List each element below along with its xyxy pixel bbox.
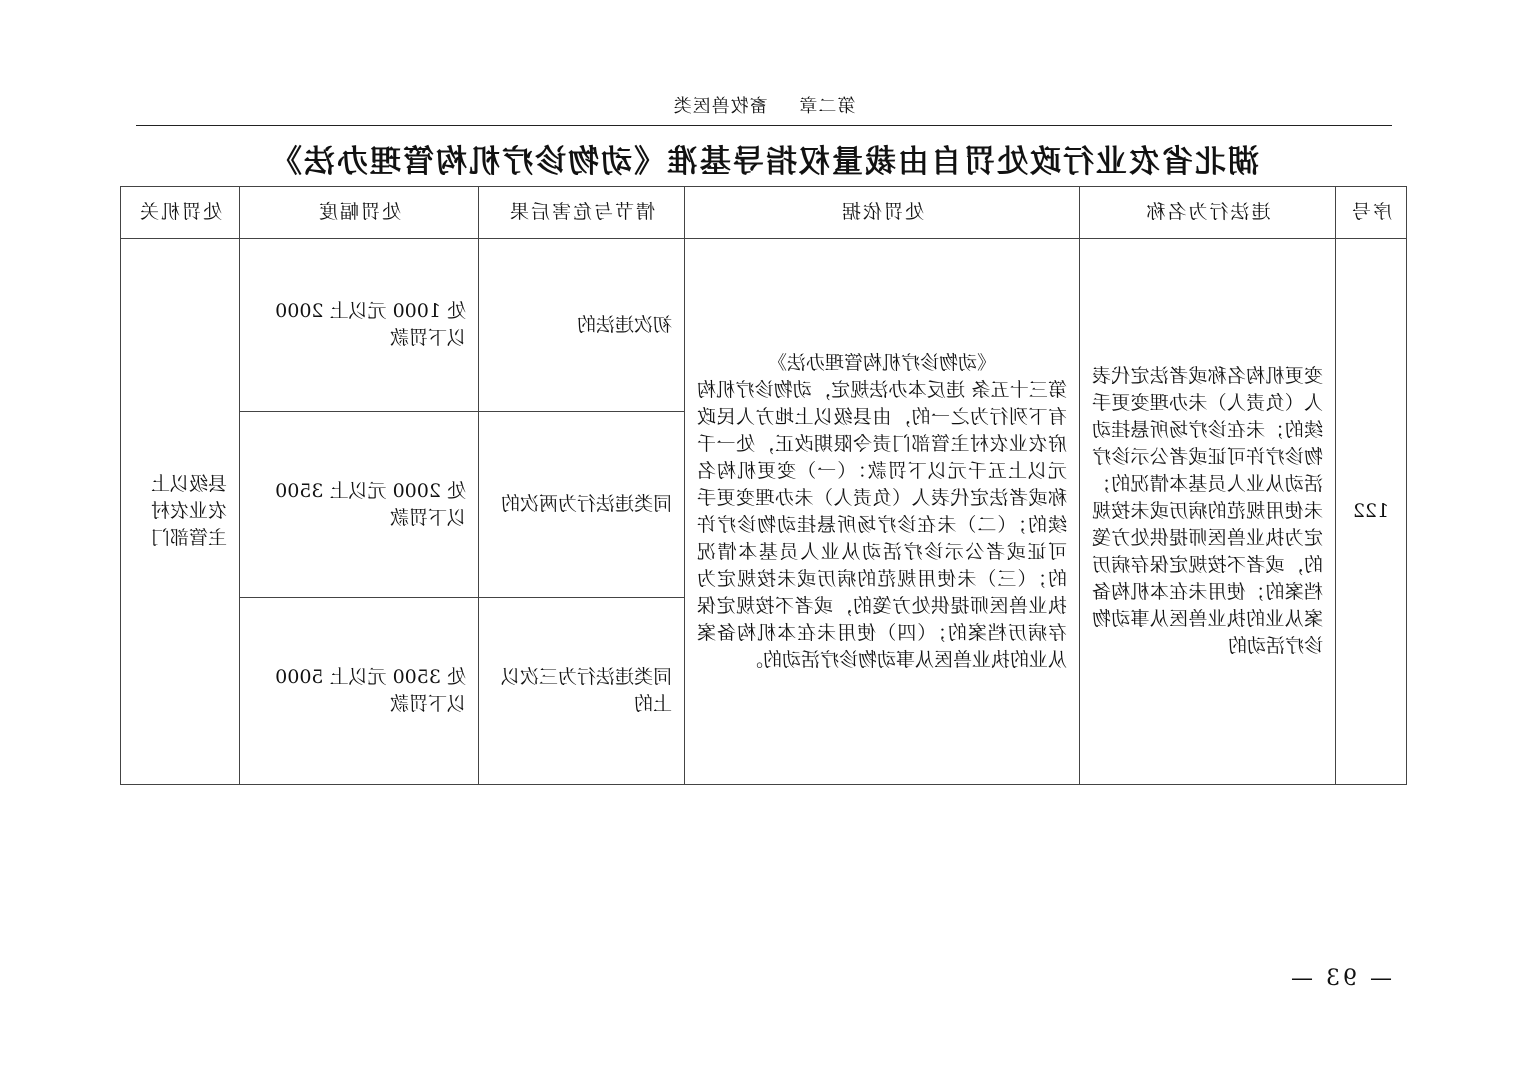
- running-header: [0, 92, 1528, 118]
- col-header-authority: 处罚机关: [121, 187, 240, 239]
- col-header-seq: 序号: [1336, 187, 1407, 239]
- table-row: [121, 239, 1407, 412]
- authority-cell: 县级以上农业农村主管部门: [121, 239, 240, 785]
- document-title: 湖北省农业行政处罚自由裁量权指导基准《动物诊疗机构管理办法》: [269, 144, 1259, 180]
- basis-cell: [685, 239, 1080, 785]
- header-rule: [136, 125, 1392, 126]
- circumstance-cell-2: 同类违法行为两次的: [479, 412, 685, 598]
- basis-body: 第三十五条 违反本办法规定，动物诊疗机构有下列行为之一的，由县级以上地方人民政府农业农村主管部门责令限期改正，处一千元以上五千元以下罚款：（一）变更机构名称或者法定代表人（负责人）未办理变更手续的；（二）未在诊疗场所悬挂动物诊疗许可证或者公示诊疗活动从业人员基本情况的；（三）未使用规范的病历或未按规定为执业兽医师提供处方笺的，或者不按规定保存病历档案的；（四）使用未在本机构备案从业的执业兽医从事动物诊疗活动的。: [697, 378, 1067, 671]
- range-cell-2: 处 2000 元以上 3500 以下罚款: [240, 412, 479, 598]
- col-header-circumstance: 情节与危害后果: [479, 187, 685, 239]
- table-header-row: [121, 187, 1407, 239]
- seq-cell: 122: [1336, 239, 1407, 785]
- chapter-label: 第二章: [798, 96, 856, 117]
- range-cell-3: 处 3500 元以上 5000 以下罚款: [240, 598, 479, 785]
- violation-cell: 变更机构名称或者法定代表人（负责人）未办理变更手续的；未在诊疗场所悬挂动物诊疗许可证或者公示诊疗活动从业人员基本情况的；未使用规范的病历或未按规定为执业兽医师提供处方笺的，或者不按规定保存病历档案的；使用未在本机构备案从业的执业兽医从事动物诊疗活动的: [1080, 239, 1336, 785]
- category-label: 畜牧兽医类: [672, 96, 768, 117]
- basis-title: 《动物诊疗机构管理办法》: [768, 351, 997, 374]
- col-header-basis: 处罚依据: [685, 187, 1080, 239]
- page-number: — 93 —: [1288, 966, 1392, 991]
- discretion-table: [120, 186, 1407, 785]
- circumstance-cell-3: 同类违法行为三次以上的: [479, 598, 685, 785]
- circumstance-cell-1: 初次违法的: [479, 239, 685, 412]
- range-cell-1: 处 1000 元以上 2000 以下罚款: [240, 239, 479, 412]
- col-header-range: 处罚幅度: [240, 187, 479, 239]
- col-header-violation: 违法行为名称: [1080, 187, 1336, 239]
